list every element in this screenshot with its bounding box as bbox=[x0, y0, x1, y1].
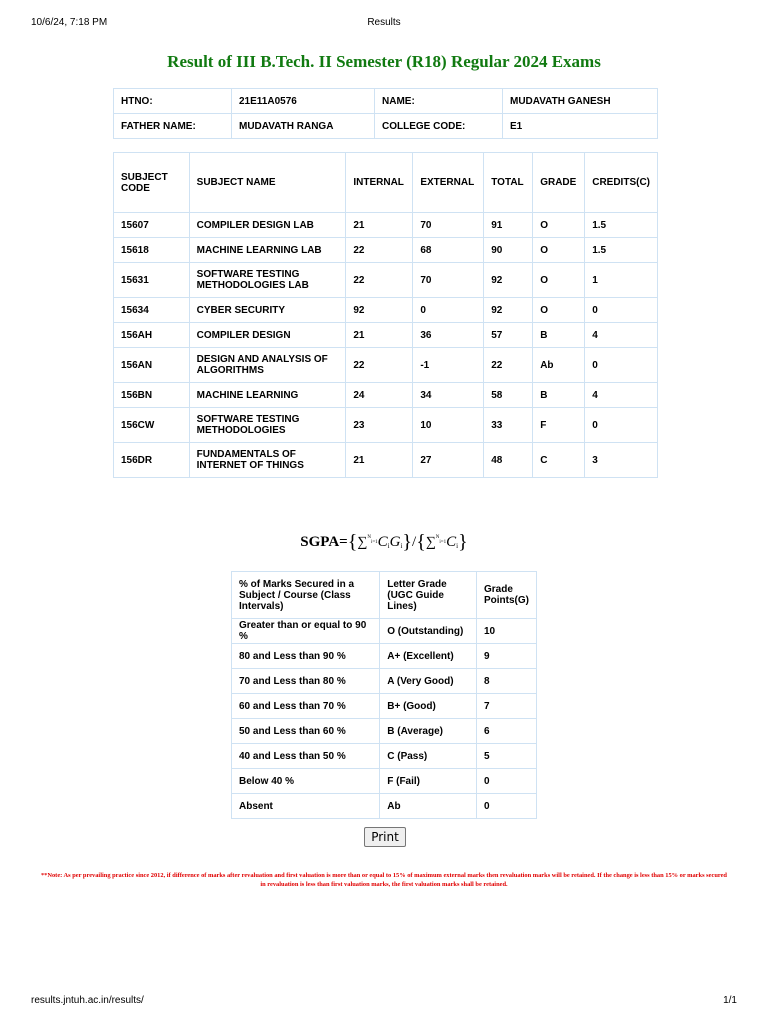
credits: 4 bbox=[585, 383, 658, 408]
marks-table bbox=[113, 152, 658, 478]
htno-value: 21E11A0576 bbox=[232, 89, 375, 114]
grade-row bbox=[232, 769, 537, 794]
credits: 0 bbox=[585, 408, 658, 443]
letter-grade: F (Fail) bbox=[380, 769, 477, 794]
table-row bbox=[114, 263, 658, 298]
total-marks: 48 bbox=[484, 443, 533, 478]
htno-label: HTNO: bbox=[114, 89, 232, 114]
college-code-value: E1 bbox=[503, 114, 658, 139]
total-marks: 92 bbox=[484, 298, 533, 323]
grade-points: 6 bbox=[477, 719, 537, 744]
col-grade: GRADE bbox=[533, 153, 585, 213]
subject-name: DESIGN AND ANALYSIS OF ALGORITHMS bbox=[189, 348, 346, 383]
subject-name: MACHINE LEARNING bbox=[189, 383, 346, 408]
credits: 3 bbox=[585, 443, 658, 478]
total-marks: 33 bbox=[484, 408, 533, 443]
sum-upper-limit: N bbox=[435, 535, 440, 540]
external-marks: 68 bbox=[413, 238, 484, 263]
division-slash: / bbox=[412, 534, 417, 550]
letter-grade: O (Outstanding) bbox=[380, 619, 477, 644]
total-marks: 91 bbox=[484, 213, 533, 238]
grade: O bbox=[533, 298, 585, 323]
table-row bbox=[114, 348, 658, 383]
print-url: results.jntuh.ac.in/results/ bbox=[31, 995, 144, 1006]
col-total: TOTAL bbox=[484, 153, 533, 213]
marks-range: 80 and Less than 90 % bbox=[232, 644, 380, 669]
name-value: MUDAVATH GANESH bbox=[503, 89, 658, 114]
subject-name: SOFTWARE TESTING METHODOLOGIES bbox=[189, 408, 346, 443]
external-marks: 34 bbox=[413, 383, 484, 408]
credit-index: i bbox=[387, 542, 390, 550]
print-page-number: 1/1 bbox=[723, 995, 737, 1006]
external-marks: 36 bbox=[413, 323, 484, 348]
marks-range: Absent bbox=[232, 794, 380, 819]
right-brace-icon: } bbox=[458, 531, 468, 553]
grade: O bbox=[533, 263, 585, 298]
subject-name: COMPILER DESIGN LAB bbox=[189, 213, 346, 238]
grade-points: 0 bbox=[477, 769, 537, 794]
sigma-icon: ∑ bbox=[425, 535, 436, 550]
grade-points: 5 bbox=[477, 744, 537, 769]
grade-header-row bbox=[232, 572, 537, 619]
internal-marks: 22 bbox=[346, 263, 413, 298]
letter-grade: C (Pass) bbox=[380, 744, 477, 769]
grade: B bbox=[533, 383, 585, 408]
marks-range: 70 and Less than 80 % bbox=[232, 669, 380, 694]
table-row bbox=[114, 443, 658, 478]
right-brace-icon: } bbox=[402, 531, 413, 553]
internal-marks: 21 bbox=[346, 443, 413, 478]
grade-row bbox=[232, 794, 537, 819]
external-marks: 27 bbox=[413, 443, 484, 478]
marks-range: 50 and Less than 60 % bbox=[232, 719, 380, 744]
sgpa-label: SGPA= bbox=[300, 534, 348, 550]
subject-code: 156DR bbox=[114, 443, 190, 478]
internal-marks: 24 bbox=[346, 383, 413, 408]
internal-marks: 22 bbox=[346, 238, 413, 263]
letter-grade: B+ (Good) bbox=[380, 694, 477, 719]
grade-row bbox=[232, 719, 537, 744]
external-marks: 0 bbox=[413, 298, 484, 323]
letter-grade: B (Average) bbox=[380, 719, 477, 744]
sgpa-formula bbox=[0, 531, 768, 554]
grade-points: 10 bbox=[477, 619, 537, 644]
student-info-table bbox=[113, 88, 658, 139]
subject-code: 15607 bbox=[114, 213, 190, 238]
marks-range: Greater than or equal to 90 % bbox=[232, 619, 380, 644]
total-marks: 57 bbox=[484, 323, 533, 348]
print-datetime: 10/6/24, 7:18 PM bbox=[31, 17, 108, 28]
sum-lower-limit: i=1 bbox=[439, 540, 447, 546]
print-header bbox=[31, 17, 737, 31]
credits: 0 bbox=[585, 348, 658, 383]
left-brace-icon: { bbox=[416, 531, 426, 553]
grade-row bbox=[232, 694, 537, 719]
external-marks: -1 bbox=[413, 348, 484, 383]
total-marks: 92 bbox=[484, 263, 533, 298]
info-row bbox=[114, 89, 658, 114]
internal-marks: 22 bbox=[346, 348, 413, 383]
credits: 1 bbox=[585, 263, 658, 298]
sum-lower-limit: i=1 bbox=[370, 540, 378, 546]
table-row bbox=[114, 238, 658, 263]
print-page-title: Results bbox=[367, 17, 401, 28]
letter-grade: A+ (Excellent) bbox=[380, 644, 477, 669]
subject-name: MACHINE LEARNING LAB bbox=[189, 238, 346, 263]
col-credits: CREDITS(C) bbox=[585, 153, 658, 213]
letter-grade: A (Very Good) bbox=[380, 669, 477, 694]
grade-points: 8 bbox=[477, 669, 537, 694]
credit-var: C bbox=[446, 534, 457, 550]
total-marks: 22 bbox=[484, 348, 533, 383]
credit-index: i bbox=[456, 542, 459, 550]
info-row bbox=[114, 114, 658, 139]
table-row bbox=[114, 408, 658, 443]
grade-row bbox=[232, 669, 537, 694]
sum-upper-limit: N bbox=[367, 535, 371, 540]
subject-code: 156BN bbox=[114, 383, 190, 408]
grade-row bbox=[232, 644, 537, 669]
grade: Ab bbox=[533, 348, 585, 383]
credits: 1.5 bbox=[585, 213, 658, 238]
subject-code: 156AN bbox=[114, 348, 190, 383]
grade-row bbox=[232, 619, 537, 644]
internal-marks: 92 bbox=[346, 298, 413, 323]
subject-code: 15631 bbox=[114, 263, 190, 298]
marks-header-row bbox=[114, 153, 658, 213]
credits: 1.5 bbox=[585, 238, 658, 263]
internal-marks: 21 bbox=[346, 323, 413, 348]
subject-name: COMPILER DESIGN bbox=[189, 323, 346, 348]
col-subject-code: SUBJECT CODE bbox=[114, 153, 190, 213]
print-footer bbox=[31, 995, 737, 1009]
subject-name: SOFTWARE TESTING METHODOLOGIES LAB bbox=[189, 263, 346, 298]
table-row bbox=[114, 298, 658, 323]
left-brace-icon: { bbox=[347, 531, 358, 553]
table-row bbox=[114, 213, 658, 238]
marks-range: 40 and Less than 50 % bbox=[232, 744, 380, 769]
grade-table bbox=[231, 571, 537, 819]
col-marks-range: % of Marks Secured in a Subject / Course (Class Intervals) bbox=[232, 572, 380, 619]
father-name-value: MUDAVATH RANGA bbox=[232, 114, 375, 139]
subject-code: 156CW bbox=[114, 408, 190, 443]
col-external: EXTERNAL bbox=[413, 153, 484, 213]
grade: C bbox=[533, 443, 585, 478]
total-marks: 90 bbox=[484, 238, 533, 263]
grade-points: 0 bbox=[477, 794, 537, 819]
subject-name: CYBER SECURITY bbox=[189, 298, 346, 323]
grade-index: i bbox=[400, 542, 403, 550]
revaluation-note: **Note: As per prevailing practice since 2012, if difference of marks after revaluation and first valuation is more than or equal to 15% of maximum external marks then revaluation marks will be retained. If the change is less than 15% or marks secured in revaluation is less than first valuation marks, the first valuation marks shall be retained. bbox=[40, 872, 727, 888]
table-row bbox=[114, 383, 658, 408]
grade: O bbox=[533, 238, 585, 263]
grade: B bbox=[533, 323, 585, 348]
sigma-icon: ∑ bbox=[357, 535, 368, 550]
grade: O bbox=[533, 213, 585, 238]
credits: 4 bbox=[585, 323, 658, 348]
credit-var: C bbox=[377, 534, 388, 550]
letter-grade: Ab bbox=[380, 794, 477, 819]
table-row bbox=[114, 323, 658, 348]
marks-range: 60 and Less than 70 % bbox=[232, 694, 380, 719]
col-subject-name: SUBJECT NAME bbox=[189, 153, 346, 213]
subject-code: 15618 bbox=[114, 238, 190, 263]
external-marks: 70 bbox=[413, 263, 484, 298]
grade-var: G bbox=[389, 534, 401, 550]
col-internal: INTERNAL bbox=[346, 153, 413, 213]
subject-code: 15634 bbox=[114, 298, 190, 323]
grade-points: 7 bbox=[477, 694, 537, 719]
grade-row bbox=[232, 744, 537, 769]
internal-marks: 23 bbox=[346, 408, 413, 443]
marks-range: Below 40 % bbox=[232, 769, 380, 794]
col-letter-grade: Letter Grade (UGC Guide Lines) bbox=[380, 572, 477, 619]
external-marks: 10 bbox=[413, 408, 484, 443]
credits: 0 bbox=[585, 298, 658, 323]
subject-name: FUNDAMENTALS OF INTERNET OF THINGS bbox=[189, 443, 346, 478]
subject-code: 156AH bbox=[114, 323, 190, 348]
father-name-label: FATHER NAME: bbox=[114, 114, 232, 139]
external-marks: 70 bbox=[413, 213, 484, 238]
col-grade-points: Grade Points(G) bbox=[477, 572, 537, 619]
grade-points: 9 bbox=[477, 644, 537, 669]
name-label: NAME: bbox=[375, 89, 503, 114]
page-title: Result of III B.Tech. II Semester (R18) Regular 2024 Exams bbox=[167, 52, 601, 71]
total-marks: 58 bbox=[484, 383, 533, 408]
print-button[interactable]: Print bbox=[364, 827, 406, 847]
internal-marks: 21 bbox=[346, 213, 413, 238]
grade: F bbox=[533, 408, 585, 443]
college-code-label: COLLEGE CODE: bbox=[375, 114, 503, 139]
